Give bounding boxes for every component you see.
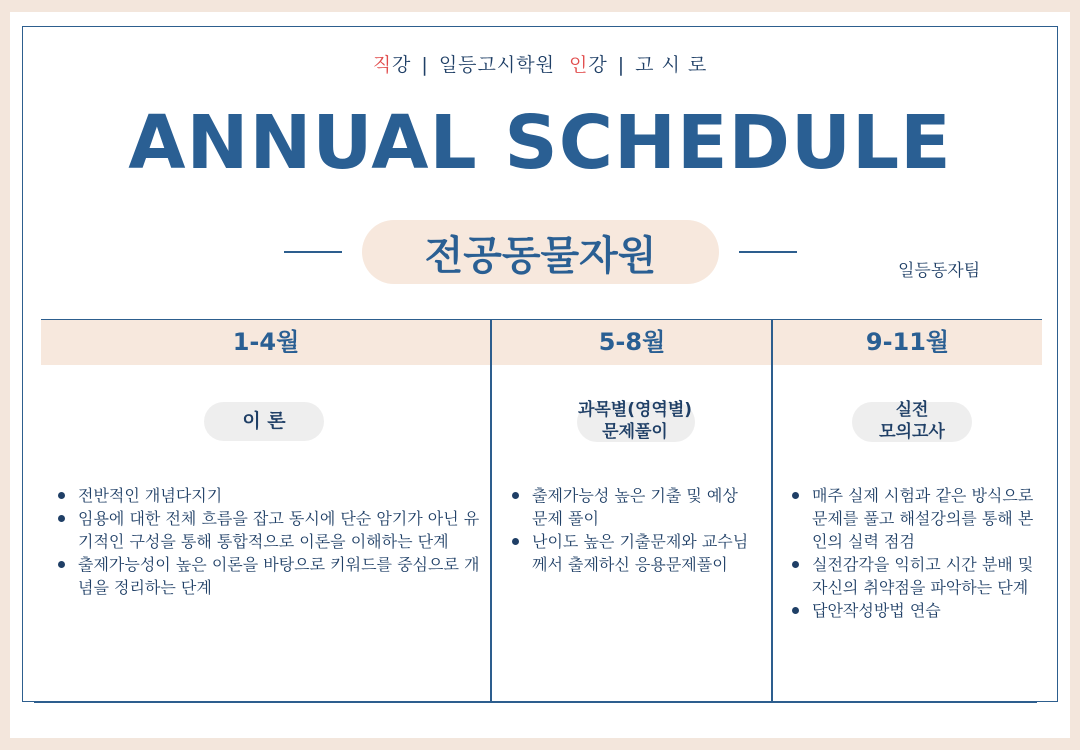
- period-header-1: 1-4월: [232, 328, 300, 356]
- header-separator-1: |: [421, 54, 429, 76]
- period-header-3: 9-11월: [865, 328, 950, 356]
- stage-list-2: [508, 484, 752, 576]
- list-item: 임용에 대한 전체 흐름을 잡고 동시에 단순 암기가 아닌 유기적인 구성을 통해 통합적으로 이론을 이해하는 단계: [78, 507, 486, 553]
- list-item: 답안작성방법 연습: [812, 599, 1042, 622]
- stage-list-3: [788, 484, 1042, 622]
- header-lecture-2: 강: [588, 54, 608, 76]
- header-separator-2: |: [617, 54, 626, 76]
- period-header-2: 5-8월: [598, 328, 666, 356]
- header-red-char-1: 직: [372, 54, 393, 76]
- stage-list-1: [54, 484, 486, 599]
- header-line: [0, 50, 1080, 77]
- subject-pill: [362, 220, 719, 284]
- list-item: 매주 실제 시험과 같은 방식으로 문제를 풀고 해설강의를 통해 본인의 실력 점검: [812, 484, 1042, 553]
- header-site: 고 시 로: [635, 54, 708, 76]
- page-title: ANNUAL SCHEDULE: [128, 100, 952, 186]
- stage-label-2-line1: 과목별(영역별): [577, 400, 693, 420]
- list-item: 출제가능성이 높은 이론을 바탕으로 키워드를 중심으로 개념을 정리하는 단계: [78, 553, 486, 599]
- list-item: 실전감각을 익히고 시간 분배 및 자신의 취약점을 파악하는 단계: [812, 553, 1042, 599]
- team-label: 일등동자팀: [898, 261, 981, 281]
- left-dash-decoration: [284, 251, 342, 253]
- column-divider-1: [490, 320, 492, 702]
- list-item: 전반적인 개념다지기: [78, 484, 486, 507]
- stage-label-3-line1: 실전: [895, 400, 929, 420]
- stage-label-3: [832, 399, 992, 443]
- stage-label-1: 이 론: [242, 410, 286, 432]
- column-divider-2: [771, 320, 773, 702]
- header-lecture-1: 강: [392, 54, 412, 76]
- stage-label-2: [540, 399, 730, 443]
- list-item: 출제가능성 높은 기출 및 예상문제 풀이: [532, 484, 752, 530]
- right-dash-decoration: [739, 251, 797, 253]
- list-item: 난이도 높은 기출문제와 교수님께서 출제하신 응용문제풀이: [532, 530, 752, 576]
- subject-label: 전공동물자원: [424, 232, 657, 279]
- header-red-char-2: 인: [569, 54, 589, 76]
- header-academy: 일등고시학원: [438, 54, 555, 76]
- table-bottom-border: [34, 701, 1037, 703]
- stage-label-3-line2: 모의고사: [879, 422, 945, 442]
- stage-label-2-line2: 문제풀이: [602, 422, 668, 442]
